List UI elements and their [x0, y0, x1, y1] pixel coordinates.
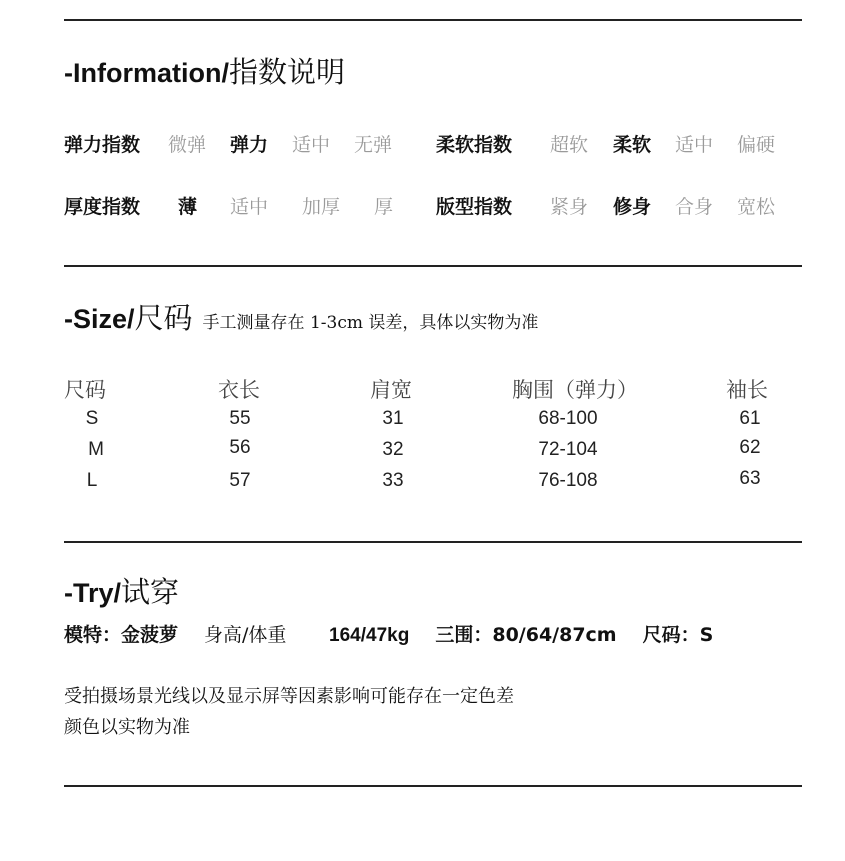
index-option: 厚: [374, 196, 394, 218]
model-info: [64, 620, 713, 647]
table-cell: L: [86, 470, 98, 491]
divider-top: [64, 19, 802, 21]
size-heading-en: -Size/: [64, 304, 135, 334]
information-heading: [64, 50, 345, 91]
table-cell: 57: [229, 470, 251, 491]
table-cell: M: [88, 439, 104, 460]
table-cell: 68-100: [538, 408, 598, 429]
table-cell: 63: [739, 468, 761, 489]
divider-bottom: [64, 785, 802, 787]
try-heading-cn: 试穿: [121, 575, 180, 609]
index-option: 微弹: [168, 134, 207, 156]
try-heading-en: -Try/: [64, 578, 122, 608]
table-cell: 62: [739, 437, 761, 458]
index-option: 宽松: [737, 196, 776, 218]
index-option: 加厚: [302, 196, 341, 218]
size-table-header: 衣长: [218, 378, 260, 402]
index-label-fit: 版型指数: [436, 196, 513, 218]
size-table-header: 袖长: [726, 378, 768, 402]
index-option-selected: 柔软: [613, 134, 652, 156]
table-cell: 31: [382, 408, 404, 429]
index-option: 无弹: [354, 134, 393, 156]
size-note: 手工测量存在 1-3cm 误差，具体以实物为准: [202, 313, 539, 333]
index-label-elasticity: 弹力指数: [64, 134, 141, 156]
model-size: 尺码：S: [642, 624, 714, 646]
table-cell: 72-104: [538, 439, 598, 460]
table-cell: 32: [382, 439, 404, 460]
model-name: 模特：金菠萝: [64, 624, 179, 646]
try-heading: [64, 570, 179, 611]
table-cell: 55: [229, 408, 251, 429]
table-cell: 56: [229, 437, 251, 458]
index-option-selected: 修身: [613, 196, 652, 218]
index-option: 适中: [292, 134, 331, 156]
index-option: 适中: [675, 134, 714, 156]
size-table-header: 肩宽: [370, 378, 412, 402]
table-cell: 33: [382, 470, 404, 491]
table-cell: 61: [739, 408, 761, 429]
index-option: 偏硬: [737, 134, 776, 156]
table-cell: 76-108: [538, 470, 598, 491]
information-heading-cn: 指数说明: [228, 55, 345, 89]
index-label-softness: 柔软指数: [436, 134, 513, 156]
divider-information: [64, 265, 802, 267]
height-weight-value: 164/47kg: [329, 625, 410, 646]
size-heading-cn: 尺码: [134, 301, 193, 335]
index-label-thickness: 厚度指数: [64, 196, 141, 218]
index-option-selected: 薄: [178, 196, 198, 218]
height-weight-label: 身高/体重: [204, 624, 287, 646]
size-table-header: 胸围（弹力）: [512, 378, 638, 402]
measurements: 三围：80/64/87cm: [435, 624, 617, 646]
table-cell: S: [85, 408, 99, 429]
index-option: 适中: [230, 196, 269, 218]
size-table-header: 尺码: [64, 378, 106, 402]
size-heading: [64, 296, 538, 337]
index-option: 合身: [675, 196, 714, 218]
information-heading-en: -Information/: [64, 58, 229, 88]
index-option: 紧身: [550, 196, 589, 218]
disclaimer-line-2: 颜色以实物为准: [64, 717, 190, 738]
divider-size: [64, 541, 802, 543]
disclaimer-line-1: 受拍摄场景光线以及显示屏等因素影响可能存在一定色差: [64, 686, 514, 707]
index-option: 超软: [550, 134, 589, 156]
index-option-selected: 弹力: [230, 134, 269, 156]
height-weight: [204, 624, 409, 646]
